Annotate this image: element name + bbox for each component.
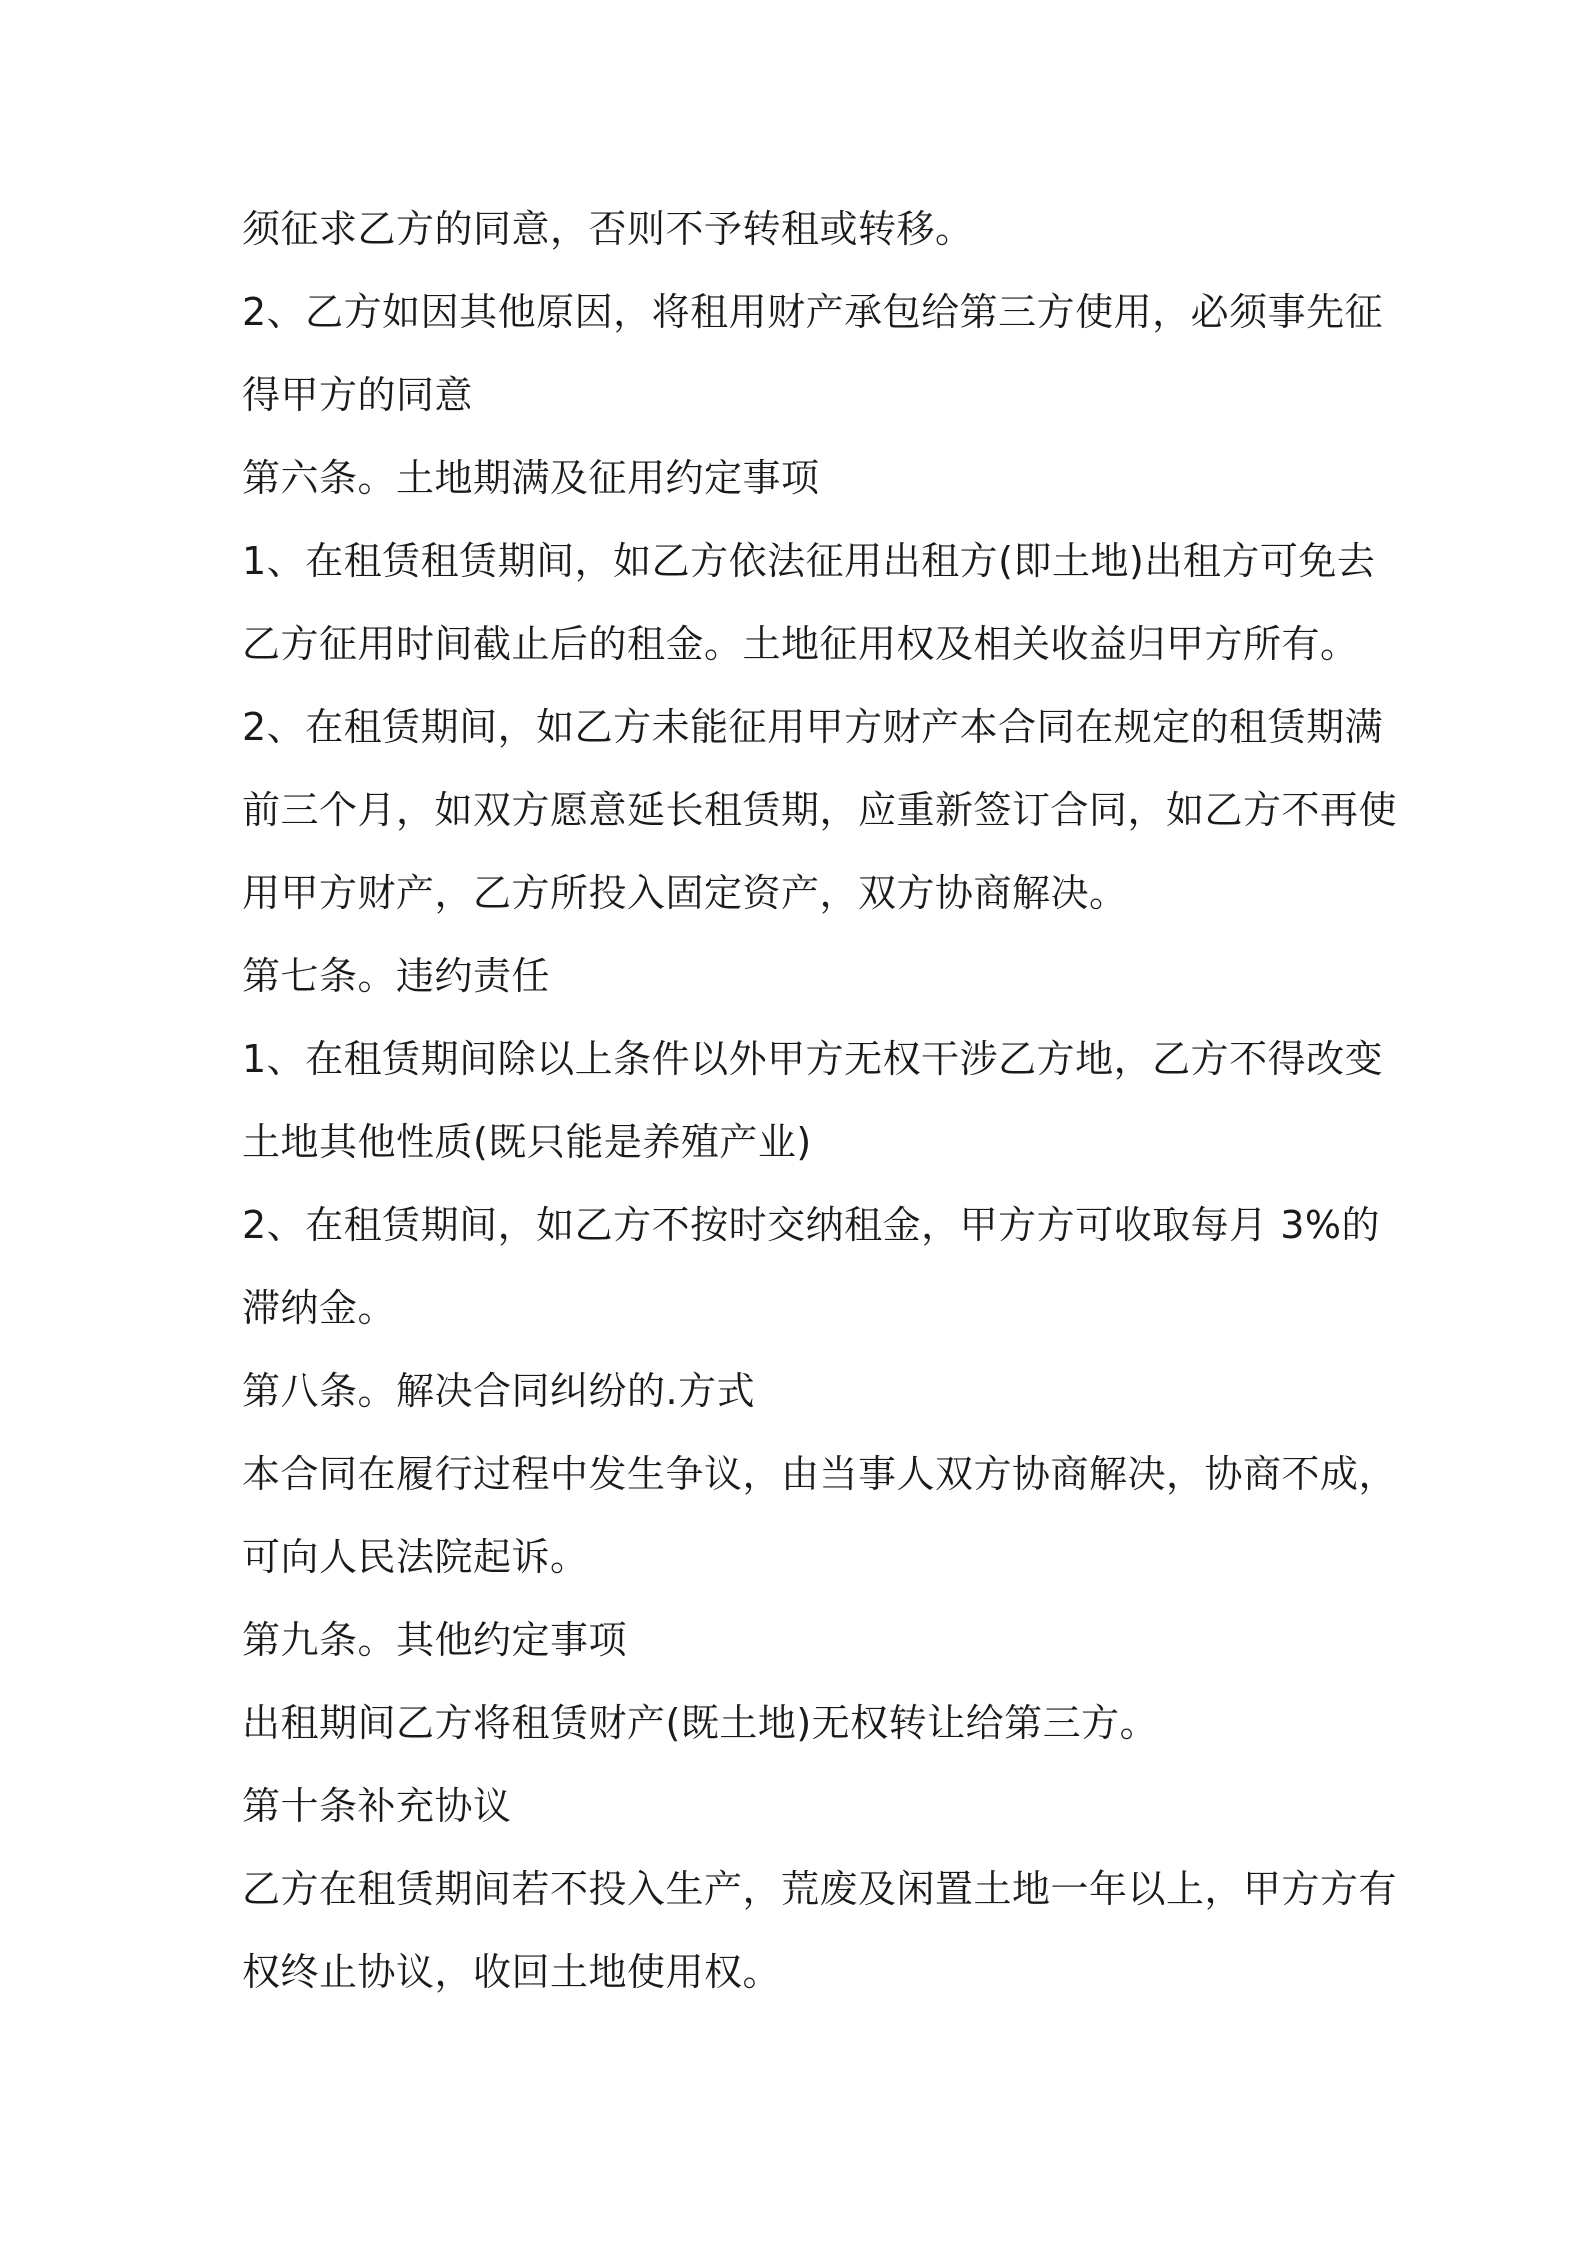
section-heading: 第九条。其他约定事项 [242, 1618, 628, 1662]
text-line: 乙方在租赁期间若不投入生产，荒废及闲置土地一年以上，甲方方有 [242, 1867, 1398, 1911]
text-line: 滞纳金。 [242, 1286, 397, 1330]
text-line: 权终止协议，收回土地使用权。 [242, 1950, 782, 1994]
section-heading: 第十条补充协议 [242, 1784, 512, 1828]
text-line: 1、在租赁租赁期间，如乙方依法征用出租方(即土地)出租方可免去 [242, 539, 1376, 583]
text-line: 本合同在履行过程中发生争议，由当事人双方协商解决，协商不成， [242, 1452, 1398, 1496]
text-line: 得甲方的同意 [242, 373, 474, 417]
section-heading: 第六条。土地期满及征用约定事项 [242, 456, 820, 500]
document-body [242, 188, 1398, 2014]
text-line: 前三个月，如双方愿意延长租赁期，应重新签订合同，如乙方不再使 [242, 788, 1398, 832]
text-line: 用甲方财产，乙方所投入固定资产，双方协商解决。 [242, 871, 1128, 915]
text-line: 须征求乙方的同意，否则不予转租或转移。 [242, 207, 974, 251]
section-heading: 第八条。解决合同纠纷的.方式 [242, 1369, 756, 1413]
text-line: 乙方征用时间截止后的租金。土地征用权及相关收益归甲方所有。 [242, 622, 1359, 666]
text-line: 2、乙方如因其他原因，将租用财产承包给第三方使用，必须事先征 [242, 290, 1384, 334]
text-line: 2、在租赁期间，如乙方未能征用甲方财产本合同在规定的租赁期满 [242, 705, 1384, 749]
text-line: 土地其他性质(既只能是养殖产业) [242, 1120, 812, 1164]
text-line: 1、在租赁期间除以上条件以外甲方无权干涉乙方地，乙方不得改变 [242, 1037, 1384, 1081]
section-heading: 第七条。违约责任 [242, 954, 551, 998]
text-line: 2、在租赁期间，如乙方不按时交纳租金，甲方方可收取每月 3%的 [242, 1203, 1381, 1247]
text-line: 出租期间乙方将租赁财产(既土地)无权转让给第三方。 [242, 1701, 1159, 1745]
text-line: 可向人民法院起诉。 [242, 1535, 589, 1579]
